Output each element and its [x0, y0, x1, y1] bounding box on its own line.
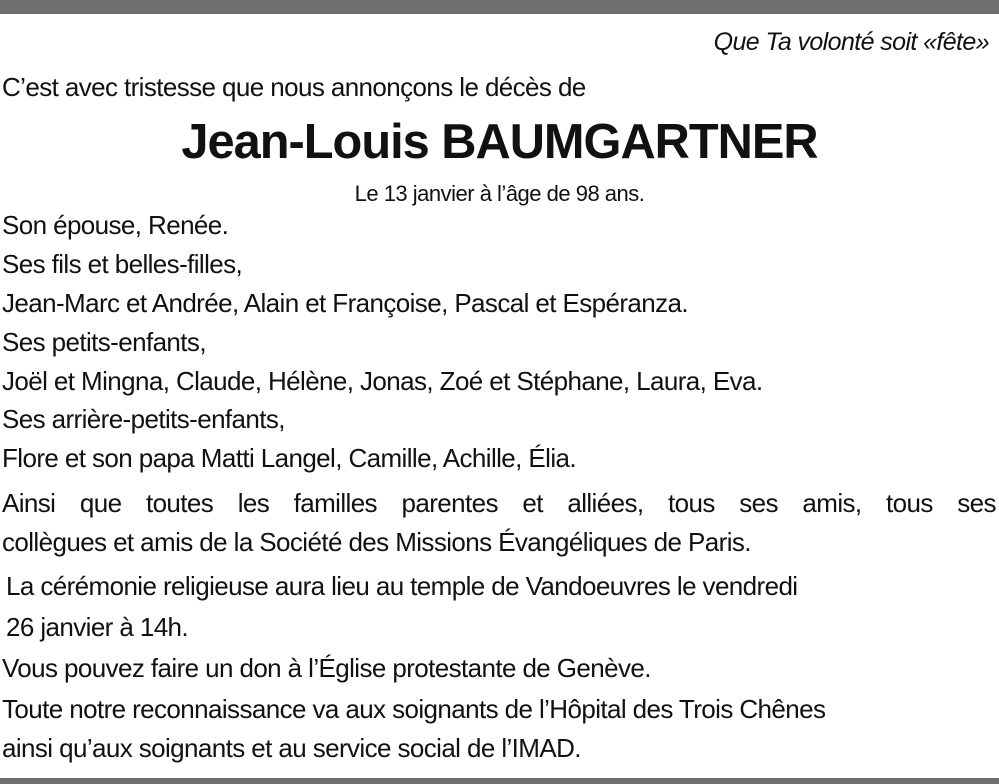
bottom-rule — [0, 778, 999, 784]
motto: Que Ta volonté soit «fête» — [713, 28, 989, 56]
family-line: Flore et son papa Matti Langel, Camille, Achille, Élia. — [2, 443, 576, 473]
family-line: Ses arrière-petits-enfants, — [2, 404, 285, 434]
intro-text: C’est avec tristesse que nous annonçons le décès de — [2, 72, 586, 102]
ceremony-line: La cérémonie religieuse aura lieu au temple de Vandoeuvres le vendredi — [6, 571, 798, 601]
family-line: Ses fils et belles-filles, — [2, 249, 243, 279]
top-rule — [0, 0, 999, 14]
also-word: toutes — [145, 488, 214, 518]
also-word: Ainsi — [2, 488, 56, 518]
ceremony-line: 26 janvier à 14h. — [6, 612, 189, 642]
deceased-name: Jean-Louis BAUMGARTNER — [181, 115, 818, 169]
thanks-line: Toute notre reconnaissance va aux soignants de l’Hôpital des Trois Chênes — [2, 694, 826, 724]
also-word: ses — [957, 488, 996, 518]
also-word: tous — [886, 488, 933, 518]
also-paragraph-line — [2, 490, 996, 516]
family-line: Jean-Marc et Andrée, Alain et Françoise, Pascal et Espéranza. — [2, 288, 689, 318]
also-word: parentes — [401, 488, 498, 518]
also-word: familles — [293, 488, 377, 518]
also-word: amis, — [802, 488, 862, 518]
family-line: Son épouse, Renée. — [2, 210, 229, 240]
donation-text: Vous pouvez faire un don à l’Église protestante de Genève. — [2, 653, 651, 683]
also-paragraph-line: collègues et amis de la Société des Missions Évangéliques de Paris. — [2, 527, 751, 557]
also-word: tous — [667, 488, 715, 518]
death-date-line: Le 13 janvier à l’âge de 98 ans. — [354, 181, 645, 206]
also-word: alliées, — [567, 488, 644, 518]
also-word: les — [237, 488, 270, 518]
also-word: que — [79, 488, 122, 518]
family-line: Joël et Mingna, Claude, Hélène, Jonas, Zoé et Stéphane, Laura, Eva. — [2, 366, 763, 396]
family-line: Ses petits-enfants, — [2, 327, 206, 357]
also-word: ses — [739, 488, 778, 518]
also-word: et — [522, 488, 543, 518]
thanks-line: ainsi qu’aux soignants et au service social de l’IMAD. — [2, 733, 581, 763]
